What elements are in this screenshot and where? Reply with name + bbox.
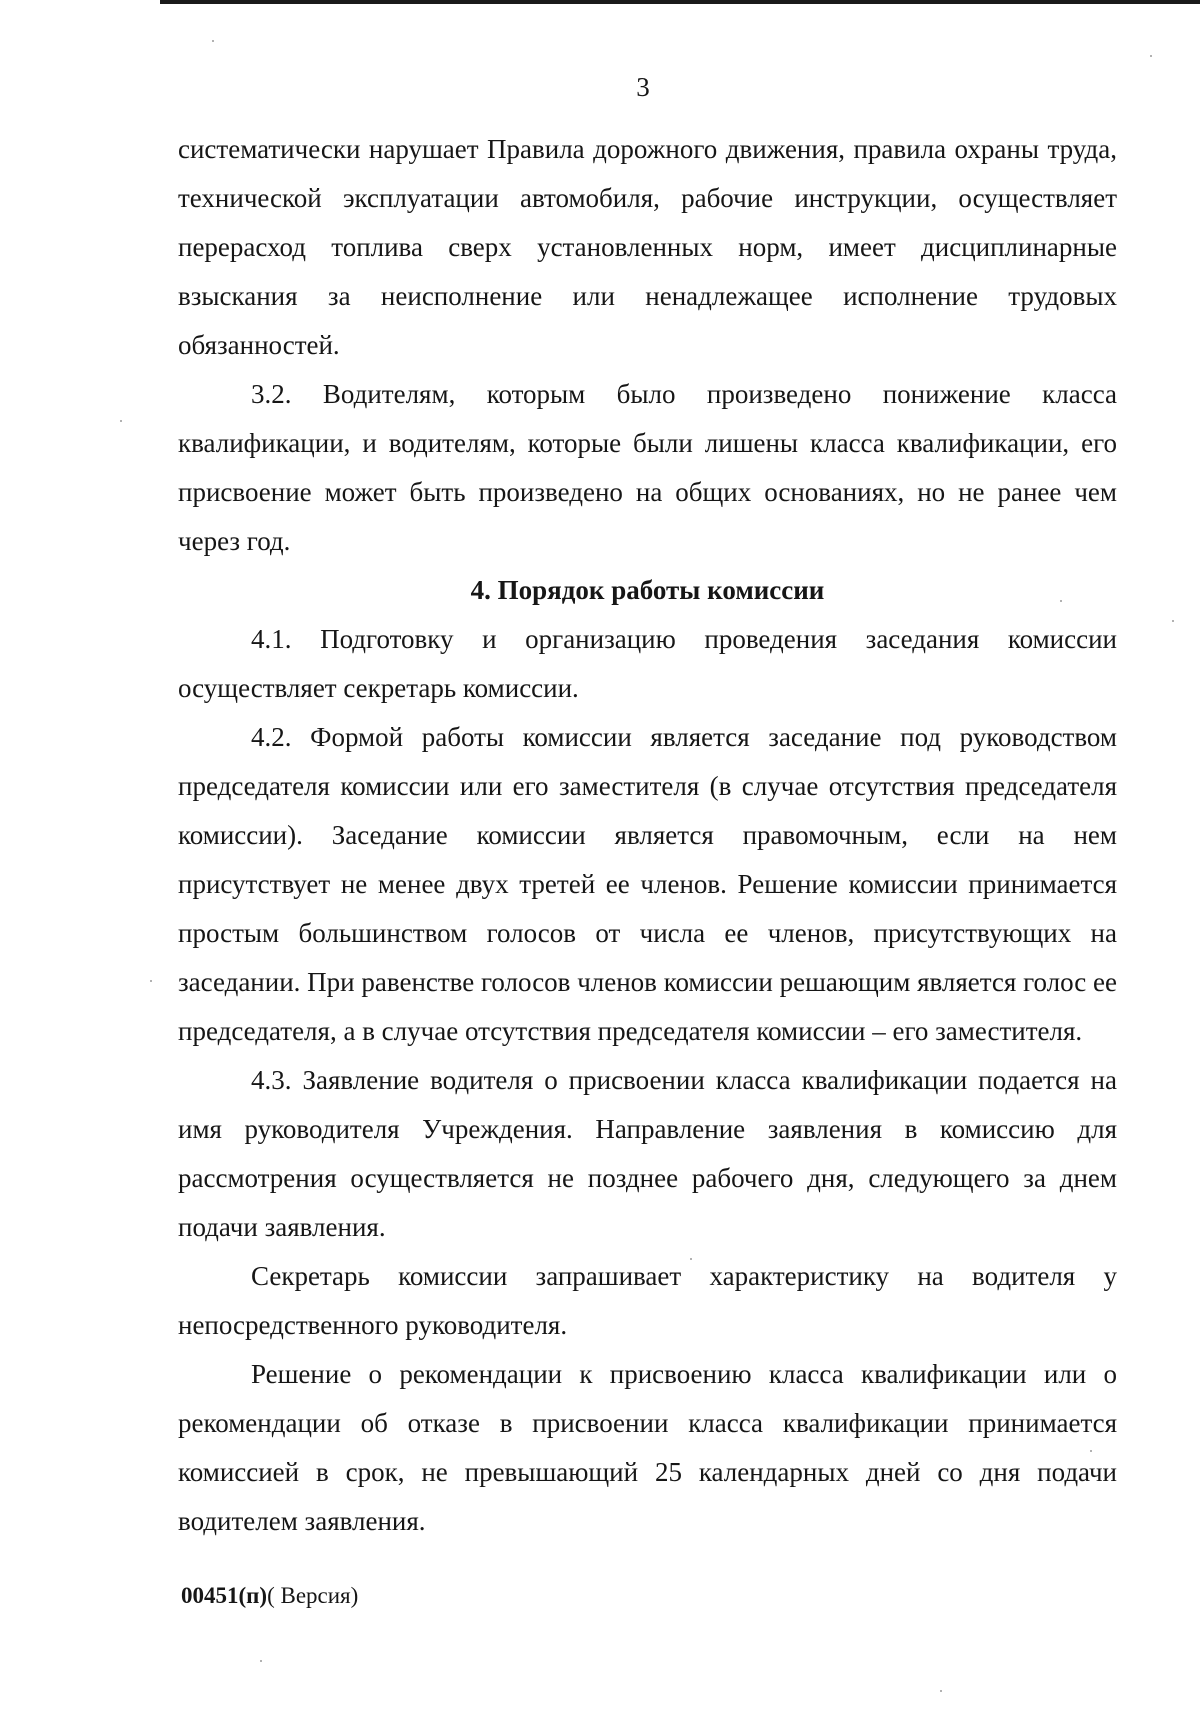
document-footer bbox=[181, 1582, 358, 1610]
section-heading: 4. Порядок работы комиссии bbox=[470, 575, 825, 605]
page-number: 3 bbox=[636, 72, 650, 102]
document-body bbox=[178, 125, 1117, 1546]
scan-speck bbox=[1090, 1450, 1092, 1452]
scan-speck bbox=[150, 980, 152, 982]
top-border-line bbox=[160, 0, 1200, 4]
document-version: ( Версия) bbox=[267, 1583, 359, 1608]
paragraph-decision-deadline: Решение о рекомендации к присвоению класса квалификации или о рекомендации об отказе в присвоении класса квалификации принимается комиссией в срок, не превышающий 25 календарных дней со дня подачи водителем заявления. bbox=[178, 1359, 1117, 1536]
scan-speck bbox=[212, 40, 214, 42]
scan-speck bbox=[1060, 600, 1062, 602]
scan-speck bbox=[690, 1258, 692, 1260]
scan-speck bbox=[120, 420, 122, 422]
scan-speck bbox=[1150, 55, 1152, 57]
paragraph-4-3: 4.3. Заявление водителя о присвоении класса квалификации подается на имя руководителя Учреждения. Направление заявления в комиссию для рассмотрения осуществляется не позднее рабочего дня, следующего за днем подачи заявления. bbox=[178, 1065, 1117, 1242]
paragraph-3-2: 3.2. Водителям, которым было произведено понижение класса квалификации, и водителям, которые были лишены класса квалификации, его присвоение может быть произведено на общих основаниях, но не ранее чем через год. bbox=[178, 379, 1117, 556]
scan-speck bbox=[1172, 620, 1174, 622]
paragraph-4-2: 4.2. Формой работы комиссии является заседание под руководством председателя комиссии или его заместителя (в случае отсутствия председателя комиссии). Заседание комиссии является правомочным, если на нем присутствует не менее двух третей ее членов. Решение комиссии принимается простым большинством голосов от числа ее членов, присутствующих на заседании. При равенстве голосов членов комиссии решающим является голос ее председателя, а в случае отсутствия председателя комиссии – его заместителя. bbox=[178, 722, 1117, 1046]
paragraph-4-1: 4.1. Подготовку и организацию проведения заседания комиссии осуществляет секретарь комиссии. bbox=[178, 624, 1117, 703]
document-code: 00451(п) bbox=[181, 1583, 268, 1608]
paragraph-3-1-continuation: систематически нарушает Правила дорожного движения, правила охраны труда, технической эксплуатации автомобиля, рабочие инструкции, осуществляет перерасход топлива сверх установленных норм, имеет дисциплинарные взыскания за неисполнение или ненадлежащее исполнение трудовых обязанностей. bbox=[178, 134, 1117, 360]
scan-speck bbox=[940, 1690, 942, 1692]
paragraph-secretary-request: Секретарь комиссии запрашивает характеристику на водителя у непосредственного руководителя. bbox=[178, 1261, 1117, 1340]
scan-speck bbox=[260, 1660, 262, 1662]
